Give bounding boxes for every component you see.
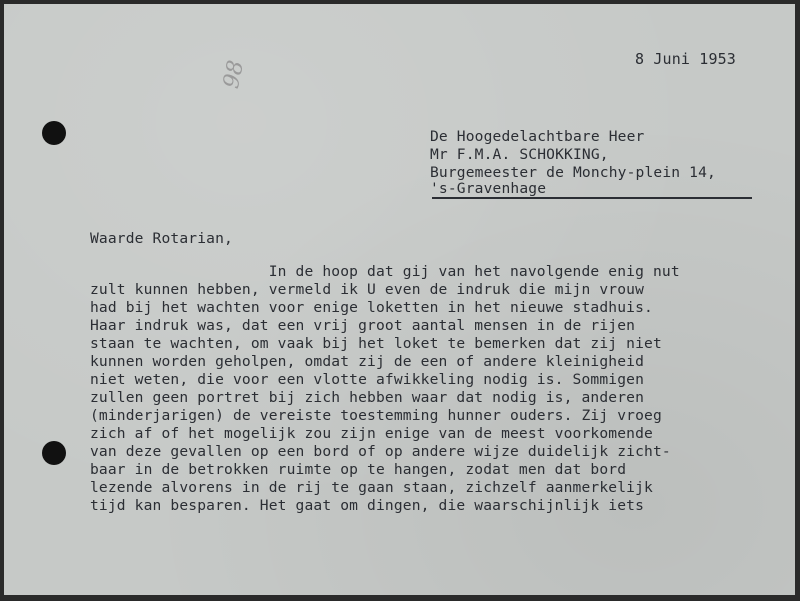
pencil-annotation: 98 bbox=[218, 58, 250, 91]
body-line: had bij het wachten voor enige loketten in het nieuwe stadhuis. bbox=[90, 299, 653, 316]
punch-hole-top bbox=[42, 121, 66, 145]
body-line: tijd kan besparen. Het gaat om dingen, die waarschijnlijk iets bbox=[90, 497, 645, 514]
body-line: Haar indruk was, dat een vrij groot aantal mensen in de rijen bbox=[90, 317, 636, 334]
address-underline bbox=[432, 197, 752, 199]
letter-date: 8 Juni 1953 bbox=[635, 50, 736, 68]
body-line: kunnen worden geholpen, omdat zij de een of andere kleinigheid bbox=[90, 353, 645, 370]
body-line: zich af of het mogelijk zou zijn enige van de meest voorkomende bbox=[90, 425, 653, 442]
body-line: zult kunnen hebben, vermeld ik U even de indruk die mijn vrouw bbox=[90, 281, 645, 298]
letter-page bbox=[4, 4, 795, 595]
body-line: (minderjarigen) de vereiste toestemming hunner ouders. Zij vroeg bbox=[90, 407, 662, 424]
body-line: van deze gevallen op een bord of op andere wijze duidelijk zicht- bbox=[90, 443, 671, 460]
recipient-line: De Hoogedelachtbare Heer bbox=[430, 128, 645, 145]
body-line: staan te wachten, om vaak bij het loket te bemerken dat zij niet bbox=[90, 335, 662, 352]
body-line: niet weten, die voor een vlotte afwikkeling nodig is. Sommigen bbox=[90, 371, 645, 388]
recipient-line: Mr F.M.A. SCHOKKING, bbox=[430, 146, 609, 163]
recipient-line: Burgemeester de Monchy-plein 14, bbox=[430, 164, 716, 181]
body-line: In de hoop dat gij van het navolgende enig nut bbox=[90, 263, 680, 280]
body-line: lezende alvorens in de rij te gaan staan, zichzelf aanmerkelijk bbox=[90, 479, 653, 496]
recipient-line: 's-Gravenhage bbox=[430, 180, 547, 197]
punch-hole-bottom bbox=[42, 441, 66, 465]
body-line: zullen geen portret bij zich hebben waar dat nodig is, anderen bbox=[90, 389, 645, 406]
salutation: Waarde Rotarian, bbox=[90, 230, 233, 247]
body-line: baar in de betrokken ruimte op te hangen, zodat men dat bord bbox=[90, 461, 627, 478]
